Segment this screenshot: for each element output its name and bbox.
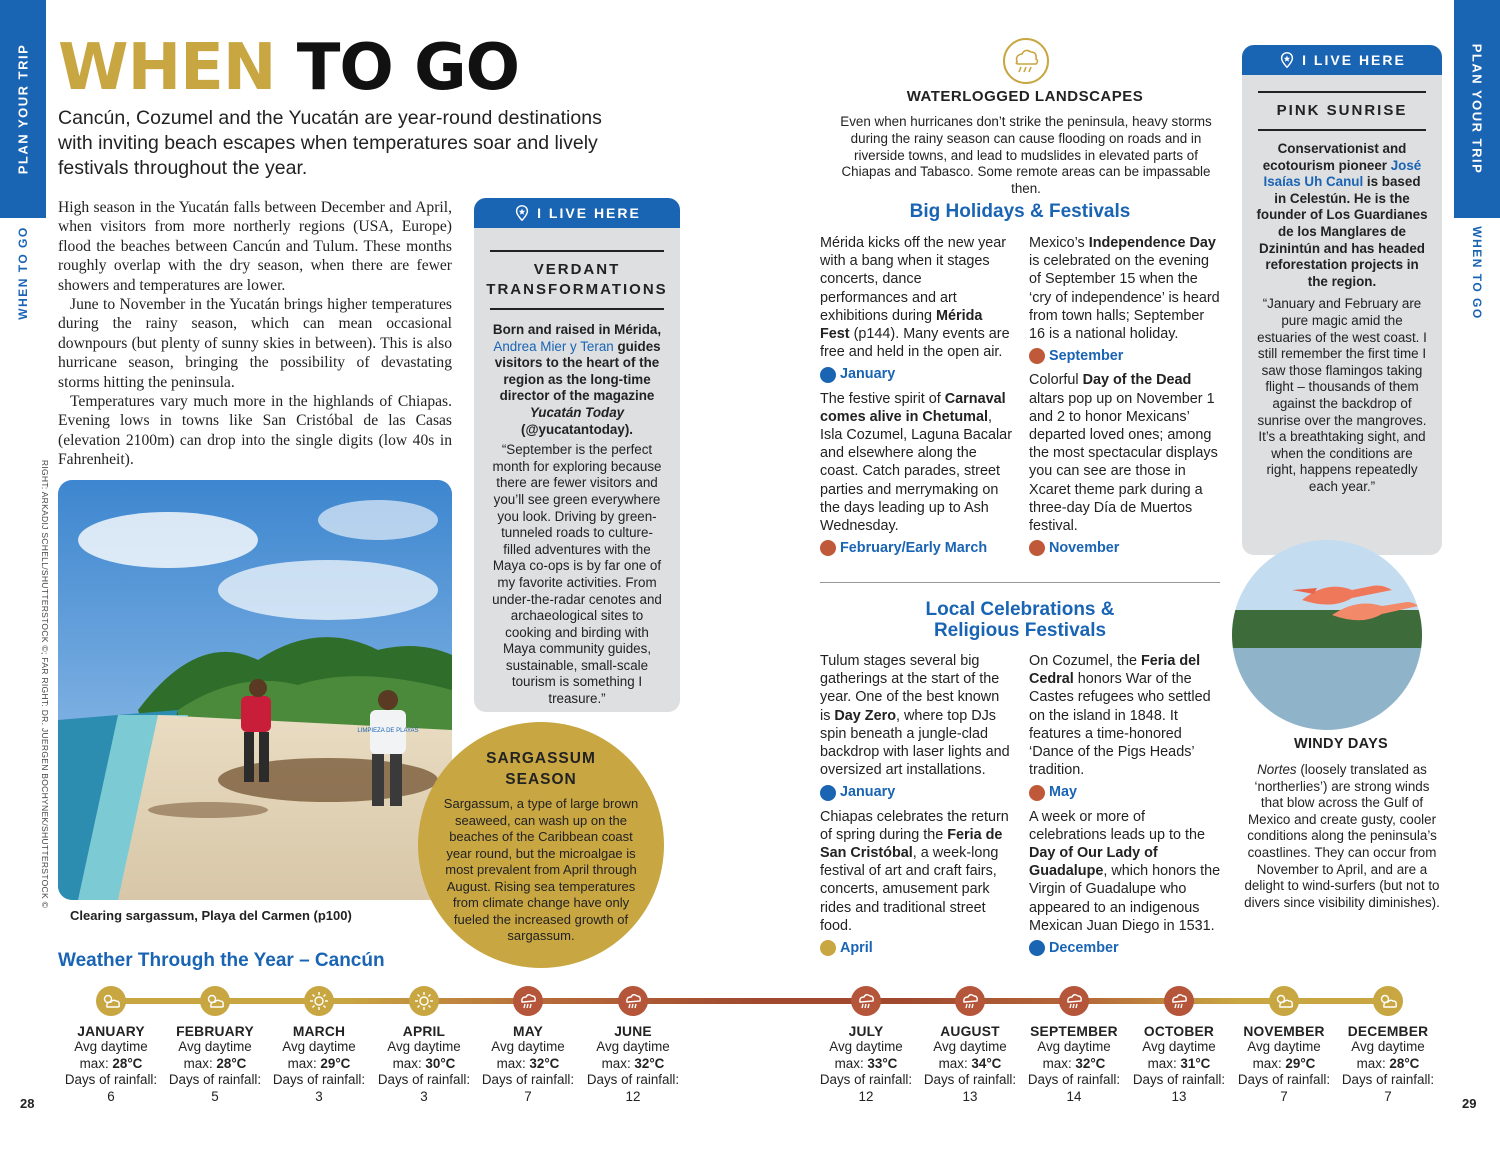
live-1-person-name: Andrea Mier y Teran: [493, 338, 614, 354]
weather-temp: 28°C: [1389, 1055, 1420, 1071]
sun-icon: [820, 540, 836, 556]
weather-avg-label: Avg daytime: [178, 1039, 252, 1054]
weather-avg-label: Avg daytime: [829, 1039, 903, 1054]
holiday-carnaval: [820, 390, 1012, 536]
sun-icon: [409, 986, 439, 1016]
beach-photo: [58, 480, 452, 900]
holiday-dead-bold: Day of the Dead: [1082, 372, 1192, 389]
rain-cloud-icon: [618, 986, 648, 1016]
live-1-subtitle-line2: TRANSFORMATIONS: [486, 281, 668, 298]
weather-max-label: max:: [183, 1055, 213, 1071]
weather-month-name: OCTOBER: [1143, 1024, 1215, 1039]
holiday-independence-bold: Independence Day: [1088, 235, 1216, 251]
right-side-tab: [1454, 0, 1500, 218]
holiday-merida-pre: Mérida kicks off the new year with a bang when it stages concerts, dance performances and art exhibitions during: [820, 235, 1007, 324]
i-live-here-box-2: [1242, 45, 1442, 555]
weather-max-line: [160, 1056, 270, 1073]
weather-rain-days: 3: [315, 1088, 323, 1104]
weather-rain-days: 12: [858, 1088, 874, 1104]
local-column-2: [1029, 652, 1221, 963]
weather-max-line: [811, 1056, 921, 1073]
page-number-right: 29: [1462, 1096, 1477, 1111]
weather-avg-label: Avg daytime: [1142, 1039, 1216, 1054]
holiday-independence: [1029, 234, 1221, 343]
weather-avg-label: Avg daytime: [74, 1039, 148, 1054]
windy-body: (loosely translated as ‘northerlies’) are strong winds that blow across the Gulf of Mexico and create gusty, cooler conditions along the peninsula’s coastlines. They can occur from November to April, and are a delight to wind-surfers (but not to divers since visibility diminishes).: [1244, 762, 1440, 910]
holiday-carnaval-bold: Carnaval comes alive in Chetumal: [820, 390, 1006, 425]
holiday-day-of-dead: [1029, 371, 1221, 535]
weather-max-line: [915, 1056, 1025, 1073]
weather-month-april: [369, 986, 479, 1105]
rain-icon: [1029, 785, 1045, 801]
right-side-subtab: [1454, 218, 1500, 328]
weather-max-label: max:: [1356, 1055, 1386, 1071]
page-number-left: 28: [20, 1096, 35, 1111]
live-1-quote: “September is the perfect month for exploring because there are fewer visitors and you’ll see green everywhere you look. Driving by green-tunneled roads to culture-filled adventures with the Maya co-ops is by far one of my favorite activities. From under-the-radar cenotes and archaeological sites to cooking and birding with Maya community guides, sustainable, small-scale tourism is something I treasure.”: [492, 442, 662, 707]
location-pin-icon: [513, 204, 531, 222]
weather-max-label: max:: [79, 1055, 109, 1071]
weather-rain-days: 5: [211, 1088, 219, 1104]
holidays-column-2: [1029, 234, 1221, 563]
month-tag-label: November: [1049, 540, 1120, 557]
month-tag-label: September: [1049, 348, 1124, 365]
event-feria-san-cristobal: [820, 808, 1012, 935]
month-tag-label: February/Early March: [840, 540, 988, 557]
sargassum-title-line2: SEASON: [505, 771, 577, 788]
weather-max-label: max:: [287, 1055, 317, 1071]
sargassum-text: Sargassum, a type of large brown seaweed, can wash up on the beaches of the Caribbean coast year round, but the microalgae is most prevalent from April through August. Rising sea temperatures from climate change have only fueled the increased growth of sargassum.: [443, 796, 639, 943]
month-tag-november: [1029, 539, 1221, 557]
weather-month-july: [811, 986, 921, 1105]
live-1-rule-top: [490, 250, 664, 252]
weather-month-may: [473, 986, 583, 1105]
month-tag-label: January: [840, 784, 896, 801]
weather-rain-days: 7: [1384, 1088, 1392, 1104]
sargassum-title-line1: SARGASSUM: [486, 750, 596, 767]
weather-avg-label: Avg daytime: [933, 1039, 1007, 1054]
weather-avg-label: Avg daytime: [1037, 1039, 1111, 1054]
weather-title: Weather Through the Year – Cancún: [58, 950, 385, 971]
weather-rain-days: 6: [107, 1088, 115, 1104]
live-1-intro-a: Born and raised in Mérida,: [492, 322, 662, 337]
weather-rain-label: Days of rainfall:: [1237, 1072, 1331, 1087]
month-tag-label: May: [1049, 784, 1077, 801]
weather-rain-label: Days of rainfall:: [1132, 1072, 1226, 1087]
body-paragraph-2: June to November in the Yucatán brings higher temperatures during the rainy season, which can mean occasional downpours (but plenty of sunny skies in between). This is also hurricane season, bringing the possibility of devastating storms hitting the peninsula.: [58, 296, 452, 391]
month-tag-april: [820, 939, 1012, 957]
event-guadalupe-bold: Day of Our Lady of Guadalupe: [1029, 845, 1158, 880]
page-title: [58, 30, 519, 106]
section-divider: [820, 582, 1220, 583]
live-1-handle: (@yucatantoday).: [520, 421, 634, 437]
weather-rain-label: Days of rainfall:: [168, 1072, 262, 1087]
event-guadalupe-post: , which honors the Virgin of Guadalupe who appeared to an indigenous Mexican Juan Diego in 1531.: [1029, 863, 1221, 934]
weather-rain-days: 12: [625, 1088, 641, 1104]
weather-rain-label: Days of rainfall:: [64, 1072, 158, 1087]
month-tag-may: [1029, 783, 1221, 801]
weather-month-name: DECEMBER: [1347, 1024, 1429, 1039]
weather-rain-days: 13: [1171, 1088, 1187, 1104]
windy-italic-term: Nortes: [1257, 762, 1297, 777]
event-cedral-post: honors War of the Castes refugees who settled on the island in 1848. It features a time-honored ‘Dance of the Pigs Heads’ tradition.: [1029, 671, 1211, 779]
live-1-subtitle-line1: VERDANT: [533, 261, 621, 278]
live-2-person-name: José Isaías Uh Canul: [1263, 157, 1422, 190]
month-tag-december: [1029, 939, 1221, 957]
weather-avg-label: Avg daytime: [491, 1039, 565, 1054]
title-part-1: WHEN: [58, 31, 276, 105]
weather-max-line: [56, 1056, 166, 1073]
weather-max-label: max:: [1042, 1055, 1072, 1071]
rain-cloud-icon: [851, 986, 881, 1016]
weather-rain-label: Days of rainfall:: [377, 1072, 471, 1087]
shirt-text: LIMPIEZA DE PLAYAS: [357, 728, 419, 734]
live-2-intro-b: is based in Celestún. He is the founder of Los Guardianes de los Manglares de Dzinintún and has headed reforestation projects in the region.: [1256, 174, 1428, 289]
weather-month-december: [1333, 986, 1443, 1105]
weather-month-name: FEBRUARY: [176, 1024, 254, 1039]
right-tab-label: PLAN YOUR TRIP: [1469, 43, 1485, 175]
weather-month-november: [1229, 986, 1339, 1105]
live-header-2: [1242, 45, 1442, 75]
weather-rain-days: 3: [420, 1088, 428, 1104]
weather-rain-label: Days of rainfall:: [272, 1072, 366, 1087]
weather-month-name: JANUARY: [77, 1024, 145, 1039]
weather-month-name: MAY: [513, 1024, 543, 1039]
month-tag-january: [820, 365, 1012, 383]
event-guadalupe: [1029, 808, 1221, 935]
sun-icon: [820, 940, 836, 956]
left-tab-label: PLAN YOUR TRIP: [15, 43, 31, 175]
left-side-subtab: [0, 218, 46, 328]
snowflake-icon: [820, 367, 836, 383]
weather-month-name: NOVEMBER: [1243, 1024, 1325, 1039]
title-part-2: TO GO: [296, 31, 519, 105]
live-header-1-label: I LIVE HERE: [537, 205, 641, 221]
weather-max-label: max:: [392, 1055, 422, 1071]
weather-temp: 30°C: [425, 1055, 456, 1071]
weather-month-name: MARCH: [292, 1024, 346, 1039]
live-2-quote: “January and February are pure magic amid the estuaries of the west coast. I still remember the first time I saw those flamingos taking flight – thousands of them against the backdrop of sunrise over the mangroves. It’s a breathtaking sight, and when the conditions are right, happens repeatedly each year.”: [1257, 296, 1427, 494]
weather-avg-label: Avg daytime: [387, 1039, 461, 1054]
snowflake-icon: [1029, 940, 1045, 956]
weather-avg-label: Avg daytime: [1351, 1039, 1425, 1054]
month-tag-label: December: [1049, 940, 1119, 957]
holiday-merida-bold: Mérida Fest: [820, 307, 983, 343]
event-day-zero: [820, 652, 1012, 779]
sun-cloud-icon: [96, 986, 126, 1016]
weather-max-label: max:: [1147, 1055, 1177, 1071]
weather-temp: 31°C: [1180, 1055, 1211, 1071]
weather-max-label: max:: [834, 1055, 864, 1071]
weather-temp: 29°C: [320, 1055, 351, 1071]
weather-month-name: JULY: [848, 1024, 884, 1039]
weather-max-line: [1229, 1056, 1339, 1073]
local-title-line2: Religious Festivals: [933, 620, 1107, 641]
weather-max-line: [264, 1056, 374, 1073]
holiday-independence-post: is celebrated on the evening of September 15 when the ‘cry of independence’ is heard from town halls; September 16 is a national holiday.: [1029, 253, 1220, 343]
holiday-independence-pre: Mexico’s: [1029, 235, 1085, 251]
weather-month-january: [56, 986, 166, 1105]
weather-rain-label: Days of rainfall:: [923, 1072, 1017, 1087]
live-2-subtitle: PINK SUNRISE: [1276, 102, 1408, 119]
weather-rain-days: 7: [1280, 1088, 1288, 1104]
waterlogged-text: Even when hurricanes don’t strike the peninsula, heavy storms during the rainy season can cause flooding on roads and in riverside towns, and lead to mudslides in elevated parts of Chiapas and Tabasco. Some remote areas can be impassable then.: [840, 114, 1212, 197]
weather-month-name: JUNE: [614, 1024, 652, 1039]
weather-max-line: [578, 1056, 688, 1073]
event-cedral-pre: On Cozumel, the: [1029, 653, 1137, 669]
local-column-1: [820, 652, 1012, 963]
weather-max-line: [1019, 1056, 1129, 1073]
weather-max-line: [1124, 1056, 1234, 1073]
sargassum-title: [418, 748, 664, 790]
live-1-rule-bottom: [490, 308, 664, 310]
live-header-1: [474, 198, 680, 228]
live-header-2-label: I LIVE HERE: [1302, 52, 1406, 68]
weather-month-march: [264, 986, 374, 1105]
weather-temp: 33°C: [867, 1055, 898, 1071]
month-tag-label: April: [840, 940, 873, 957]
event-san-cristobal-pre: Chiapas celebrates the return of spring during the: [820, 808, 1009, 843]
right-subtab-label: WHEN TO GO: [1470, 226, 1484, 320]
weather-month-august: [915, 986, 1025, 1105]
waterlogged-title: WATERLOGGED LANDSCAPES: [906, 88, 1144, 105]
sun-icon: [304, 986, 334, 1016]
body-paragraph-1: High season in the Yucatán falls between December and April, when visitors from more northerly regions (USA, Europe) flood the beaches between Cancún and Tulum. These months roughly overlap with the dry season, when there are fewer showers and temperatures are lower.: [58, 199, 452, 294]
event-feria-cedral: [1029, 652, 1221, 779]
big-holidays-title: Big Holidays & Festivals: [909, 201, 1131, 222]
weather-rain-label: Days of rainfall:: [1027, 1072, 1121, 1087]
photo-credit: [38, 459, 52, 909]
sun-cloud-icon: [200, 986, 230, 1016]
weather-month-february: [160, 986, 270, 1105]
weather-rain-label: Days of rainfall:: [481, 1072, 575, 1087]
live-2-rule-bottom: [1258, 129, 1426, 131]
holiday-carnaval-post: , Isla Cozumel, Laguna Bacalar and elsewhere along the coast. Catch parades, street parties and merrymaking on the days leading up to Ash Wednesday.: [820, 408, 1012, 535]
body-text: [58, 198, 452, 470]
weather-rain-label: Days of rainfall:: [586, 1072, 680, 1087]
event-day-zero-pre: Tulum stages several big gatherings at the start of the year. One of the best known is: [820, 653, 1000, 724]
holiday-dead-post: altars pop up on November 1 and 2 to honor Mexicans’ departed loved ones; among the most spectacular displays you can see are those in Xcaret theme park during a three-day Día de Muertos festival.: [1029, 390, 1218, 535]
sun-cloud-icon: [1373, 986, 1403, 1016]
holiday-carnaval-pre: The festive spirit of: [820, 390, 941, 407]
holiday-merida: [820, 234, 1012, 361]
live-2-rule-top: [1258, 91, 1426, 93]
left-subtab-label: WHEN TO GO: [16, 226, 30, 320]
weather-max-label: max:: [601, 1055, 631, 1071]
rain-cloud-icon: [1164, 986, 1194, 1016]
weather-max-line: [473, 1056, 583, 1073]
weather-month-name: AUGUST: [940, 1024, 1000, 1039]
weather-rain-label: Days of rainfall:: [1341, 1072, 1435, 1087]
weather-max-label: max:: [1252, 1055, 1282, 1071]
event-day-zero-bold: Day Zero: [834, 707, 896, 724]
windy-days-text: [1244, 762, 1440, 911]
sun-icon: [1029, 348, 1045, 364]
month-tag-january: [820, 783, 1012, 801]
i-live-here-box-1: [474, 198, 680, 712]
holiday-merida-post: (p144). Many events are free and held in the open air.: [820, 326, 1010, 361]
weather-max-line: [369, 1056, 479, 1073]
sun-icon: [1029, 540, 1045, 556]
event-cedral-bold: Feria del Cedral: [1029, 653, 1201, 688]
local-celebrations-title: [820, 599, 1220, 641]
weather-temp: 32°C: [529, 1055, 560, 1071]
month-tag-february: [820, 539, 1012, 557]
rain-cloud-icon: [955, 986, 985, 1016]
weather-avg-label: Avg daytime: [1247, 1039, 1321, 1054]
event-san-cristobal-post: , a week-long festival of art and craft fairs, concerts, amusement park rides and traditional street food.: [820, 845, 999, 934]
rain-cloud-icon: [1003, 38, 1049, 84]
weather-temp: 32°C: [1075, 1055, 1106, 1071]
weather-rain-days: 13: [962, 1088, 978, 1104]
flamingo-photo: [1232, 540, 1422, 730]
event-day-zero-post: , where top DJs spin beneath a jungle-clad backdrop with laser lights and oversized art installations.: [820, 707, 1010, 779]
snowflake-icon: [820, 785, 836, 801]
weather-rain-days: 7: [524, 1088, 532, 1104]
sun-cloud-icon: [1269, 986, 1299, 1016]
holidays-column-1: [820, 234, 1012, 563]
windy-days-title: WINDY DAYS: [1293, 736, 1389, 752]
live-2-intro: [1242, 139, 1442, 290]
weather-temp: 34°C: [971, 1055, 1002, 1071]
weather-month-name: SEPTEMBER: [1030, 1024, 1118, 1039]
weather-rain-days: 14: [1066, 1088, 1082, 1104]
weather-max-label: max:: [496, 1055, 526, 1071]
weather-temp: 28°C: [216, 1055, 247, 1071]
sargassum-circle: [418, 722, 664, 968]
event-san-cristobal-bold: Feria de San Cristóbal: [820, 826, 1003, 862]
weather-month-june: [578, 986, 688, 1105]
live-1-magazine: Yucatán Today: [529, 404, 625, 420]
event-guadalupe-pre: A week or more of celebrations leads up to the: [1029, 808, 1206, 843]
weather-temp: 28°C: [112, 1055, 143, 1071]
local-title-line1: Local Celebrations &: [925, 599, 1115, 620]
live-1-intro-b: guides visitors to the heart of the region as the long-time director of the magazine: [494, 338, 661, 404]
photo-caption: Clearing sargassum, Playa del Carmen (p100): [70, 908, 352, 923]
rain-cloud-icon: [1059, 986, 1089, 1016]
live-2-intro-a: Conservationist and ecotourism pioneer: [1262, 141, 1407, 173]
photo-credit-text: RIGHT: ARKADIJ SCHELL/SHUTTERSTOCK ©; FAR RIGHT: DR. JUERGEN BOCHYNEK/SHUTTERSTOCK ©: [40, 459, 50, 909]
weather-avg-label: Avg daytime: [596, 1039, 670, 1054]
month-tag-september: [1029, 347, 1221, 365]
weather-temp: 32°C: [634, 1055, 665, 1071]
weather-month-october: [1124, 986, 1234, 1105]
weather-month-name: APRIL: [402, 1024, 446, 1039]
holiday-dead-pre: Colorful: [1029, 372, 1079, 389]
weather-avg-label: Avg daytime: [282, 1039, 356, 1054]
left-side-tab: [0, 0, 46, 218]
rain-cloud-icon: [513, 986, 543, 1016]
location-pin-icon: [1278, 51, 1296, 69]
weather-rain-label: Days of rainfall:: [819, 1072, 913, 1087]
intro-text: Cancún, Cozumel and the Yucatán are year-round destinations with inviting beach escapes when temperatures soar and lively festivals throughout the year.: [58, 107, 602, 179]
weather-max-label: max:: [938, 1055, 968, 1071]
weather-max-line: [1333, 1056, 1443, 1073]
body-paragraph-3: Temperatures vary much more in the highlands of Chiapas. Evening lows in towns like San Cristóbal de las Casas (elevation 2100m) can drop into the single digits (low 40s in Fahrenheit).: [58, 393, 452, 469]
month-tag-label: January: [840, 366, 896, 383]
weather-month-september: [1019, 986, 1129, 1105]
live-1-intro: [474, 318, 680, 438]
weather-temp: 29°C: [1285, 1055, 1316, 1071]
